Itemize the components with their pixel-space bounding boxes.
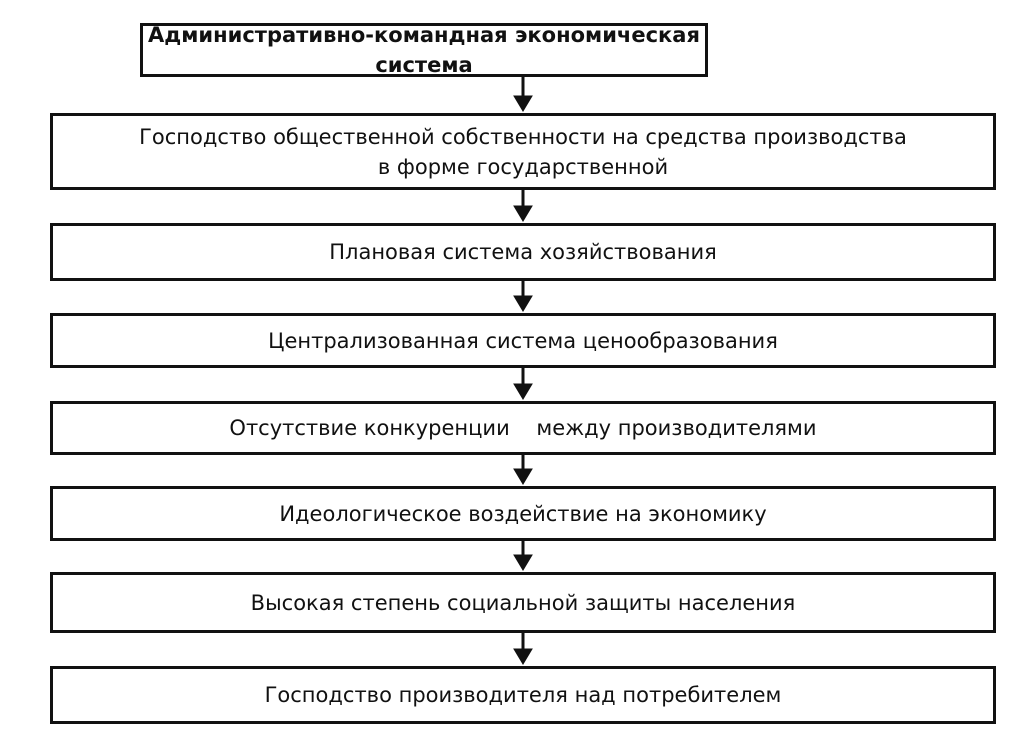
feature-4-text: Отсутствие конкуренции между производителями — [229, 416, 817, 440]
feature-5-text: Идеологическое воздействие на экономику — [279, 501, 767, 526]
feature-1-line-1: Господство общественной собственности на средства производства — [139, 124, 907, 149]
arrow-down-icon — [514, 633, 532, 664]
arrow-down-icon — [514, 541, 532, 570]
arrow-down-icon — [514, 281, 532, 311]
feature-box-1 — [50, 113, 996, 190]
arrow-down-icon — [514, 455, 532, 484]
feature-1-line-2: в форме государственной — [377, 154, 669, 179]
arrow-down-icon — [514, 77, 532, 111]
feature-6-text: Высокая степень социальной защиты населения — [250, 590, 796, 615]
feature-box-4 — [50, 401, 996, 455]
feature-7-text: Господство производителя над потребителем — [264, 683, 782, 707]
title-box — [140, 23, 708, 77]
arrow-down-icon — [514, 368, 532, 399]
feature-box-2 — [50, 223, 996, 281]
arrow-down-icon — [514, 190, 532, 221]
feature-box-3 — [50, 313, 996, 368]
feature-box-5 — [50, 486, 996, 541]
feature-box-7 — [50, 666, 996, 724]
feature-box-6 — [50, 572, 996, 633]
title-text: Административно-командная экономическая система — [148, 23, 700, 77]
feature-3-text: Централизованная система ценообразования — [268, 328, 778, 353]
feature-2-text: Плановая система хозяйствования — [329, 240, 717, 264]
